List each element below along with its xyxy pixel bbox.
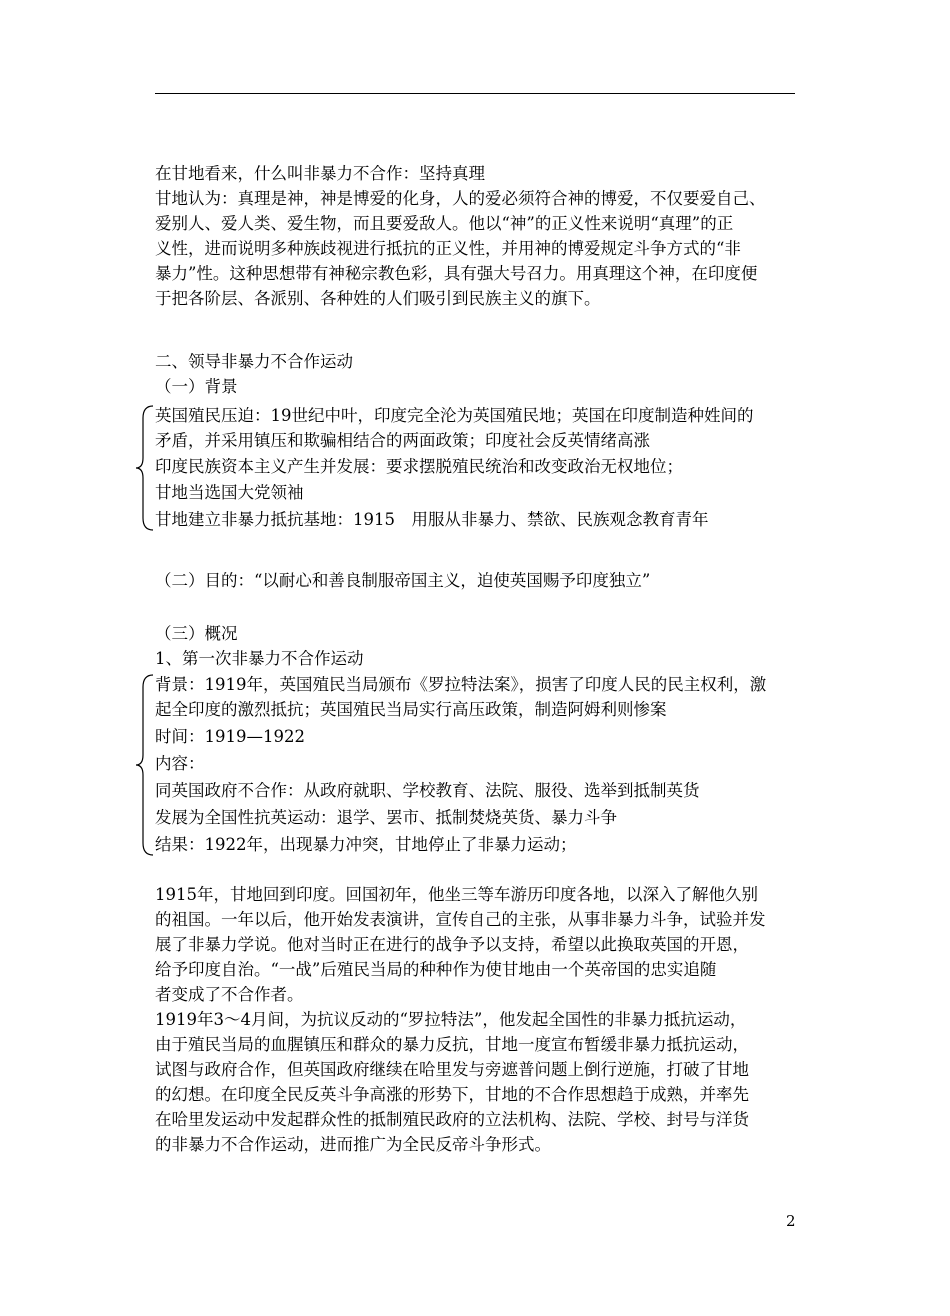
paragraph-line: 1915年，甘地回到印度。回国初年，他坐三等车游历印度各地，以深入了解他久别 (155, 885, 758, 904)
paragraph-line: 给予印度自治。“一战”后殖民当局的种种作为使甘地由一个英帝国的忠实追随 (155, 960, 717, 979)
background-line: 矛盾，并采用镇压和欺骗相结合的两面政策；印度社会反英情绪高涨 (155, 431, 650, 450)
left-brace-first-movement (133, 673, 157, 857)
subheading-purpose: （二）目的：“以耐心和善良制服帝国主义，迫使英国赐予印度独立” (155, 571, 651, 590)
movement-line: 背景：1919年，英国殖民当局颁布《罗拉特法案》，损害了印度人民的民主权利，激 (155, 675, 767, 694)
subheading-overview: （三）概况 (155, 624, 238, 643)
paragraph-line: 试图与政府合作，但英国政府继续在哈里发与旁遮普问题上倒行逆施，打破了甘地 (155, 1060, 749, 1079)
paragraph-line: 展了非暴力学说。他对当时正在进行的战争予以支持，希望以此换取英国的开恩， (155, 935, 749, 954)
intro-line: 义性，进而说明多种族歧视进行抵抗的正义性，并用神的博爱规定斗争方式的“非 (155, 239, 741, 258)
movement-line: 发展为全国性抗英运动：退学、罢市、抵制焚烧英货、暴力斗争 (155, 808, 617, 827)
item-title: 1、第一次非暴力不合作运动 (155, 649, 364, 668)
subheading-background: （一）背景 (155, 377, 238, 396)
intro-line: 在甘地看来，什么叫非暴力不合作：坚持真理 (155, 164, 485, 183)
page-number: 2 (786, 1212, 796, 1230)
background-line: 甘地建立非暴力抵抗基地：1915 用服从非暴力、禁欲、民族观念教育青年 (155, 510, 709, 529)
background-line: 英国殖民压迫：19世纪中叶，印度完全沦为英国殖民地；英国在印度制造种姓间的 (155, 406, 754, 425)
movement-line: 同英国政府不合作：从政府就职、学校教育、法院、服役、选举到抵制英货 (155, 781, 700, 800)
background-line: 甘地当选国大党领袖 (155, 483, 304, 502)
paragraph-line: 的祖国。一年以后，他开始发表演讲，宣传自己的主张，从事非暴力斗争，试验并发 (155, 910, 766, 929)
intro-line: 甘地认为：真理是神，神是博爱的化身，人的爱必须符合神的博爱，不仅要爱自己、 (155, 189, 766, 208)
movement-line: 内容： (155, 754, 205, 773)
header-rule (155, 93, 795, 94)
intro-line: 爱别人、爱人类、爱生物，而且要爱敌人。他以“神”的正义性来说明“真理”的正 (155, 214, 734, 233)
paragraph-line: 由于殖民当局的血腥镇压和群众的暴力反抗，甘地一度宣布暂缓非暴力抵抗运动， (155, 1035, 749, 1054)
paragraph-line: 在哈里发运动中发起群众性的抵制殖民政府的立法机构、法院、学校、封号与洋货 (155, 1110, 749, 1129)
left-brace-background (133, 404, 157, 532)
paragraph-line: 的幻想。在印度全民反英斗争高涨的形势下，甘地的不合作思想趋于成熟，并率先 (155, 1085, 749, 1104)
background-line: 印度民族资本主义产生并发展：要求摆脱殖民统治和改变政治无权地位； (155, 457, 683, 476)
movement-line: 结果：1922年，出现暴力冲突，甘地停止了非暴力运动； (155, 835, 577, 854)
intro-line: 于把各阶层、各派别、各种姓的人们吸引到民族主义的旗下。 (155, 289, 601, 308)
paragraph-line: 的非暴力不合作运动，进而推广为全民反帝斗争形式。 (155, 1135, 551, 1154)
section-heading: 二、领导非暴力不合作运动 (155, 352, 353, 371)
paragraph-line: 1919年3～4月间，为抗议反动的“罗拉特法”，他发起全国性的非暴力抵抗运动， (155, 1010, 747, 1029)
movement-line: 起全印度的激烈抵抗；英国殖民当局实行高压政策，制造阿姆利则惨案 (155, 700, 667, 719)
movement-line: 时间：1919—1922 (155, 727, 305, 746)
intro-line: 暴力”性。这种思想带有神秘宗教色彩，具有强大号召力。用真理这个神，在印度便 (155, 264, 758, 283)
paragraph-line: 者变成了不合作者。 (155, 985, 304, 1004)
